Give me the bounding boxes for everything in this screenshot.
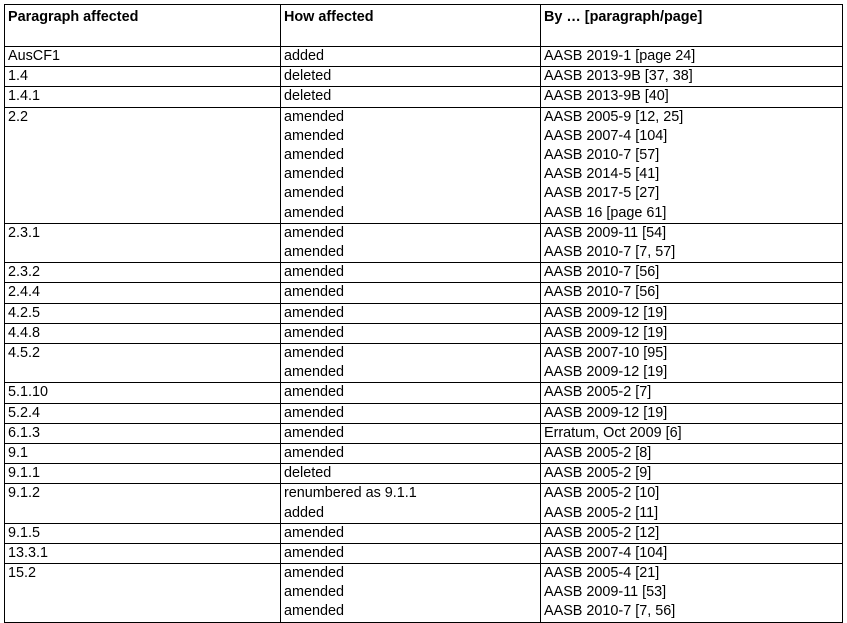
how-affected-line: deleted bbox=[284, 465, 332, 482]
table-row bbox=[5, 464, 843, 484]
table-row bbox=[5, 383, 843, 403]
how-affected-line: added bbox=[284, 504, 325, 521]
header-paragraph-affected: Paragraph affected bbox=[5, 5, 281, 47]
amended-by-line: AASB 16 [page 61] bbox=[544, 204, 667, 221]
how-affected-line: amended bbox=[284, 243, 345, 260]
table-row bbox=[5, 443, 843, 463]
amended-by-line: AASB 2005-2 [12] bbox=[544, 524, 660, 541]
amended-by-line: Erratum, Oct 2009 [6] bbox=[544, 424, 682, 441]
amended-by-cell bbox=[541, 47, 843, 67]
paragraph-cell: 5.1.10 bbox=[5, 383, 281, 403]
table-row bbox=[5, 303, 843, 323]
table-row bbox=[5, 323, 843, 343]
how-affected-cell bbox=[281, 323, 541, 343]
how-affected-line: deleted bbox=[284, 88, 332, 105]
amended-by-line: AASB 2005-2 [11] bbox=[544, 504, 659, 521]
paragraph-cell: 2.2 bbox=[5, 107, 281, 223]
amended-by-line: AASB 2007-10 [95] bbox=[544, 344, 668, 361]
amended-by-line: AASB 2017-5 [27] bbox=[544, 185, 660, 202]
amended-by-cell bbox=[541, 87, 843, 107]
paragraph-cell: 2.3.1 bbox=[5, 223, 281, 262]
paragraph-cell: 4.5.2 bbox=[5, 343, 281, 382]
how-affected-cell bbox=[281, 543, 541, 563]
paragraph-cell: 4.2.5 bbox=[5, 303, 281, 323]
amended-by-cell bbox=[541, 564, 843, 623]
table-row bbox=[5, 523, 843, 543]
how-affected-cell bbox=[281, 283, 541, 303]
how-affected-line: amended bbox=[284, 344, 345, 361]
how-affected-line: amended bbox=[284, 565, 345, 582]
paragraph-cell: 9.1.1 bbox=[5, 464, 281, 484]
amended-by-line: AASB 2009-12 [19] bbox=[544, 364, 668, 381]
how-affected-cell bbox=[281, 383, 541, 403]
table-row bbox=[5, 263, 843, 283]
table-row bbox=[5, 87, 843, 107]
paragraph-cell: 9.1 bbox=[5, 443, 281, 463]
how-affected-cell bbox=[281, 67, 541, 87]
how-affected-line: amended bbox=[284, 166, 345, 183]
amended-by-line: AASB 2005-2 [8] bbox=[544, 444, 652, 461]
table-row bbox=[5, 107, 843, 223]
amended-by-cell bbox=[541, 107, 843, 223]
how-affected-line: amended bbox=[284, 524, 345, 541]
table-row bbox=[5, 564, 843, 623]
paragraph-cell: 2.3.2 bbox=[5, 263, 281, 283]
how-affected-cell bbox=[281, 107, 541, 223]
amended-by-line: AASB 2005-4 [21] bbox=[544, 565, 660, 582]
table-row bbox=[5, 543, 843, 563]
paragraph-cell: 9.1.2 bbox=[5, 484, 281, 523]
table-row bbox=[5, 484, 843, 523]
amended-by-cell bbox=[541, 484, 843, 523]
how-affected-cell bbox=[281, 423, 541, 443]
amendments-table bbox=[4, 4, 843, 623]
how-affected-line: amended bbox=[284, 284, 345, 301]
amended-by-line: AASB 2009-12 [19] bbox=[544, 404, 668, 421]
amended-by-cell bbox=[541, 223, 843, 262]
amended-by-cell bbox=[541, 263, 843, 283]
how-affected-line: amended bbox=[284, 384, 345, 401]
amended-by-cell bbox=[541, 523, 843, 543]
amended-by-line: AASB 2007-4 [104] bbox=[544, 544, 668, 561]
how-affected-line: amended bbox=[284, 444, 345, 461]
table-row bbox=[5, 67, 843, 87]
amended-by-cell bbox=[541, 543, 843, 563]
amended-by-line: AASB 2010-7 [56] bbox=[544, 284, 660, 301]
how-affected-line: renumbered as 9.1.1 bbox=[284, 485, 417, 502]
how-affected-cell bbox=[281, 443, 541, 463]
header-how-affected: How affected bbox=[281, 5, 541, 47]
amended-by-cell bbox=[541, 403, 843, 423]
table-row bbox=[5, 47, 843, 67]
how-affected-line: amended bbox=[284, 584, 345, 601]
amended-by-line: AASB 2009-12 [19] bbox=[544, 304, 668, 321]
paragraph-cell: 6.1.3 bbox=[5, 423, 281, 443]
paragraph-cell: 1.4.1 bbox=[5, 87, 281, 107]
amended-by-line: AASB 2019-1 [page 24] bbox=[544, 48, 696, 64]
amended-by-cell bbox=[541, 443, 843, 463]
table-body bbox=[5, 47, 843, 623]
amended-by-line: AASB 2014-5 [41] bbox=[544, 166, 660, 183]
paragraph-cell: 13.3.1 bbox=[5, 543, 281, 563]
table-row bbox=[5, 423, 843, 443]
how-affected-line: deleted bbox=[284, 68, 332, 85]
how-affected-line: amended bbox=[284, 127, 345, 144]
amended-by-cell bbox=[541, 343, 843, 382]
how-affected-cell bbox=[281, 343, 541, 382]
how-affected-line: added bbox=[284, 48, 325, 64]
how-affected-cell bbox=[281, 464, 541, 484]
amended-by-cell bbox=[541, 303, 843, 323]
paragraph-cell: AusCF1 bbox=[5, 47, 281, 67]
how-affected-cell bbox=[281, 47, 541, 67]
paragraph-cell: 9.1.5 bbox=[5, 523, 281, 543]
amended-by-cell bbox=[541, 67, 843, 87]
amended-by-cell bbox=[541, 283, 843, 303]
table-row bbox=[5, 223, 843, 262]
how-affected-line: amended bbox=[284, 224, 345, 241]
how-affected-cell bbox=[281, 403, 541, 423]
how-affected-cell bbox=[281, 523, 541, 543]
how-affected-cell bbox=[281, 564, 541, 623]
amended-by-line: AASB 2005-2 [9] bbox=[544, 465, 652, 482]
amended-by-line: AASB 2009-11 [53] bbox=[544, 584, 667, 601]
amended-by-cell bbox=[541, 383, 843, 403]
amended-by-line: AASB 2010-7 [57] bbox=[544, 146, 660, 163]
how-affected-line: amended bbox=[284, 364, 345, 381]
how-affected-line: amended bbox=[284, 603, 345, 620]
how-affected-cell bbox=[281, 303, 541, 323]
table-row bbox=[5, 403, 843, 423]
amended-by-line: AASB 2010-7 [7, 56] bbox=[544, 603, 676, 620]
how-affected-line: amended bbox=[284, 324, 345, 341]
table-row bbox=[5, 283, 843, 303]
paragraph-cell: 15.2 bbox=[5, 564, 281, 623]
paragraph-cell: 2.4.4 bbox=[5, 283, 281, 303]
how-affected-line: amended bbox=[284, 108, 345, 125]
amended-by-line: AASB 2010-7 [7, 57] bbox=[544, 243, 676, 260]
how-affected-line: amended bbox=[284, 185, 345, 202]
how-affected-line: amended bbox=[284, 146, 345, 163]
how-affected-line: amended bbox=[284, 304, 345, 321]
amended-by-line: AASB 2013-9B [37, 38] bbox=[544, 68, 693, 85]
amended-by-cell bbox=[541, 323, 843, 343]
amended-by-cell bbox=[541, 464, 843, 484]
amended-by-line: AASB 2005-9 [12, 25] bbox=[544, 108, 684, 125]
amended-by-line: AASB 2007-4 [104] bbox=[544, 127, 668, 144]
amended-by-line: AASB 2005-2 [7] bbox=[544, 384, 652, 401]
table-row bbox=[5, 343, 843, 382]
paragraph-cell: 1.4 bbox=[5, 67, 281, 87]
amended-by-line: AASB 2010-7 [56] bbox=[544, 264, 660, 281]
how-affected-line: amended bbox=[284, 264, 345, 281]
how-affected-line: amended bbox=[284, 404, 345, 421]
paragraph-cell: 4.4.8 bbox=[5, 323, 281, 343]
how-affected-line: amended bbox=[284, 544, 345, 561]
how-affected-cell bbox=[281, 87, 541, 107]
amended-by-cell bbox=[541, 423, 843, 443]
amended-by-line: AASB 2009-12 [19] bbox=[544, 324, 668, 341]
header-by: By … [paragraph/page] bbox=[541, 5, 843, 47]
how-affected-cell bbox=[281, 223, 541, 262]
amended-by-line: AASB 2013-9B [40] bbox=[544, 88, 669, 105]
how-affected-line: amended bbox=[284, 204, 345, 221]
how-affected-cell bbox=[281, 263, 541, 283]
paragraph-cell: 5.2.4 bbox=[5, 403, 281, 423]
table-header-row bbox=[5, 5, 843, 47]
amended-by-line: AASB 2009-11 [54] bbox=[544, 224, 667, 241]
how-affected-line: amended bbox=[284, 424, 345, 441]
amended-by-line: AASB 2005-2 [10] bbox=[544, 485, 660, 502]
how-affected-cell bbox=[281, 484, 541, 523]
